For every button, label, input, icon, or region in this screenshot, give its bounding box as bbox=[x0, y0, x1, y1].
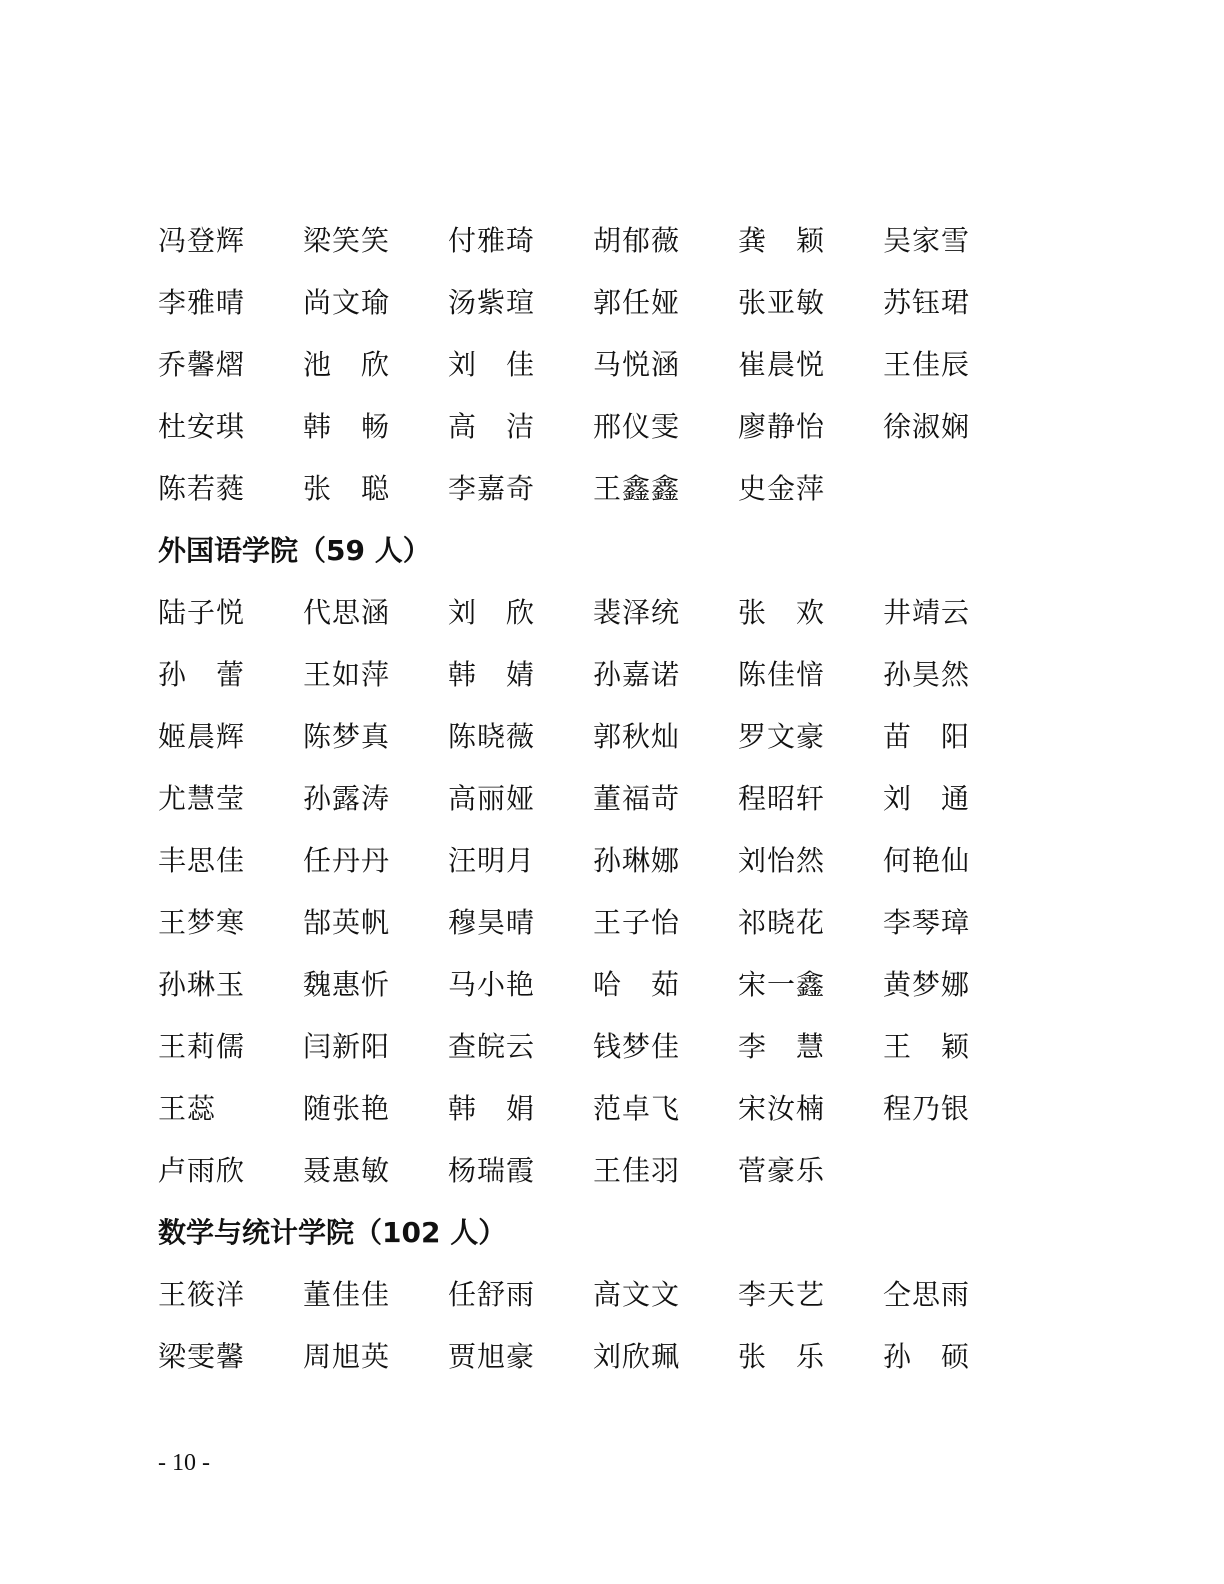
person-name: 姬晨辉 bbox=[158, 720, 246, 753]
name-row bbox=[158, 704, 1058, 766]
person-name: 钱梦佳 bbox=[593, 1030, 681, 1063]
person-name: 陈佳愔 bbox=[738, 658, 826, 691]
person-name: 汪明月 bbox=[448, 844, 536, 877]
person-name: 卢雨欣 bbox=[158, 1154, 246, 1187]
person-name: 汤紫瑄 bbox=[448, 286, 536, 319]
person-name: 吴家雪 bbox=[883, 224, 971, 257]
person-name: 任舒雨 bbox=[448, 1278, 536, 1311]
person-name: 张亚敏 bbox=[738, 286, 826, 319]
person-name: 胡郁薇 bbox=[593, 224, 681, 257]
name-row bbox=[158, 1324, 1058, 1386]
person-name: 刘 通 bbox=[883, 782, 971, 815]
person-name: 黄梦娜 bbox=[883, 968, 971, 1001]
person-name: 韩 婧 bbox=[448, 658, 536, 691]
person-name: 贾旭豪 bbox=[448, 1340, 536, 1373]
person-name: 崔晨悦 bbox=[738, 348, 826, 381]
person-name: 程昭轩 bbox=[738, 782, 826, 815]
name-row bbox=[158, 952, 1058, 1014]
person-name: 随张艳 bbox=[303, 1092, 391, 1125]
person-name: 杜安琪 bbox=[158, 410, 246, 443]
person-name: 菅豪乐 bbox=[738, 1154, 826, 1187]
person-name: 冯登辉 bbox=[158, 224, 246, 257]
person-name: 郭秋灿 bbox=[593, 720, 681, 753]
person-name: 宋一鑫 bbox=[738, 968, 826, 1001]
person-name: 高文文 bbox=[593, 1278, 681, 1311]
person-name: 陈晓薇 bbox=[448, 720, 536, 753]
person-name: 穆昊晴 bbox=[448, 906, 536, 939]
name-row bbox=[158, 1262, 1058, 1324]
person-name: 刘 欣 bbox=[448, 596, 536, 629]
person-name: 董福苛 bbox=[593, 782, 681, 815]
person-name: 孙琳玉 bbox=[158, 968, 246, 1001]
person-name: 祁晓花 bbox=[738, 906, 826, 939]
person-name: 宋汝楠 bbox=[738, 1092, 826, 1125]
person-name: 韩 娟 bbox=[448, 1092, 536, 1125]
section-heading: 外国语学院（59 人） bbox=[158, 534, 431, 567]
person-name: 井靖云 bbox=[883, 596, 971, 629]
person-name: 查皖云 bbox=[448, 1030, 536, 1063]
person-name: 李嘉奇 bbox=[448, 472, 536, 505]
page-number: - 10 - bbox=[158, 1450, 210, 1476]
name-row bbox=[158, 332, 1058, 394]
person-name: 李天艺 bbox=[738, 1278, 826, 1311]
person-name: 韩 畅 bbox=[303, 410, 391, 443]
name-row bbox=[158, 766, 1058, 828]
person-name: 郭任娅 bbox=[593, 286, 681, 319]
person-name: 孙 硕 bbox=[883, 1340, 971, 1373]
person-name: 池 欣 bbox=[303, 348, 391, 381]
person-name: 何艳仙 bbox=[883, 844, 971, 877]
person-name: 张 欢 bbox=[738, 596, 826, 629]
person-name: 王梦寒 bbox=[158, 906, 246, 939]
person-name: 付雅琦 bbox=[448, 224, 536, 257]
name-row bbox=[158, 580, 1058, 642]
person-name: 刘欣珮 bbox=[593, 1340, 681, 1373]
person-name: 陈梦真 bbox=[303, 720, 391, 753]
person-name: 刘怡然 bbox=[738, 844, 826, 877]
person-name: 苗 阳 bbox=[883, 720, 971, 753]
name-list bbox=[158, 208, 1058, 1386]
person-name: 陈若蕤 bbox=[158, 472, 246, 505]
name-row bbox=[158, 642, 1058, 704]
person-name: 孙昊然 bbox=[883, 658, 971, 691]
person-name: 哈 茹 bbox=[593, 968, 681, 1001]
person-name: 王佳辰 bbox=[883, 348, 971, 381]
person-name: 程乃银 bbox=[883, 1092, 971, 1125]
person-name: 王 颖 bbox=[883, 1030, 971, 1063]
person-name: 王鑫鑫 bbox=[593, 472, 681, 505]
person-name: 王莉儒 bbox=[158, 1030, 246, 1063]
name-row bbox=[158, 208, 1058, 270]
person-name: 尚文瑜 bbox=[303, 286, 391, 319]
person-name: 李 慧 bbox=[738, 1030, 826, 1063]
person-name: 董佳佳 bbox=[303, 1278, 391, 1311]
person-name: 梁笑笑 bbox=[303, 224, 391, 257]
person-name: 张 聪 bbox=[303, 472, 391, 505]
person-name: 高 洁 bbox=[448, 410, 536, 443]
person-name: 史金萍 bbox=[738, 472, 826, 505]
person-name: 徐淑娴 bbox=[883, 410, 971, 443]
person-name: 李琴璋 bbox=[883, 906, 971, 939]
name-row bbox=[158, 270, 1058, 332]
name-row bbox=[158, 828, 1058, 890]
person-name: 孙露涛 bbox=[303, 782, 391, 815]
person-name: 李雅晴 bbox=[158, 286, 246, 319]
person-name: 马悦涵 bbox=[593, 348, 681, 381]
person-name: 仝思雨 bbox=[883, 1278, 971, 1311]
person-name: 罗文豪 bbox=[738, 720, 826, 753]
person-name: 王筱洋 bbox=[158, 1278, 246, 1311]
person-name: 范卓飞 bbox=[593, 1092, 681, 1125]
section-heading: 数学与统计学院（102 人） bbox=[158, 1216, 507, 1249]
person-name: 丰思佳 bbox=[158, 844, 246, 877]
person-name: 廖静怡 bbox=[738, 410, 826, 443]
person-name: 尤慧莹 bbox=[158, 782, 246, 815]
name-row bbox=[158, 1138, 1058, 1200]
person-name: 龚 颖 bbox=[738, 224, 826, 257]
name-row bbox=[158, 394, 1058, 456]
person-name: 王佳羽 bbox=[593, 1154, 681, 1187]
person-name: 杨瑞霞 bbox=[448, 1154, 536, 1187]
person-name: 孙 蕾 bbox=[158, 658, 246, 691]
name-row bbox=[158, 456, 1058, 518]
person-name: 闫新阳 bbox=[303, 1030, 391, 1063]
person-name: 代思涵 bbox=[303, 596, 391, 629]
person-name: 王子怡 bbox=[593, 906, 681, 939]
person-name: 魏惠忻 bbox=[303, 968, 391, 1001]
name-row bbox=[158, 890, 1058, 952]
name-row bbox=[158, 1014, 1058, 1076]
person-name: 周旭英 bbox=[303, 1340, 391, 1373]
person-name: 王如萍 bbox=[303, 658, 391, 691]
person-name: 裴泽统 bbox=[593, 596, 681, 629]
person-name: 聂惠敏 bbox=[303, 1154, 391, 1187]
person-name: 马小艳 bbox=[448, 968, 536, 1001]
person-name: 邢仪雯 bbox=[593, 410, 681, 443]
person-name: 梁雯馨 bbox=[158, 1340, 246, 1373]
person-name: 张 乐 bbox=[738, 1340, 826, 1373]
person-name: 孙嘉诺 bbox=[593, 658, 681, 691]
name-row bbox=[158, 1076, 1058, 1138]
person-name: 高丽娅 bbox=[448, 782, 536, 815]
person-name: 苏钰珺 bbox=[883, 286, 971, 319]
person-name: 刘 佳 bbox=[448, 348, 536, 381]
person-name: 孙琳娜 bbox=[593, 844, 681, 877]
person-name: 郜英帆 bbox=[303, 906, 391, 939]
person-name: 陆子悦 bbox=[158, 596, 246, 629]
person-name: 王蕊 bbox=[158, 1092, 217, 1125]
person-name: 乔馨熠 bbox=[158, 348, 246, 381]
person-name: 任丹丹 bbox=[303, 844, 391, 877]
